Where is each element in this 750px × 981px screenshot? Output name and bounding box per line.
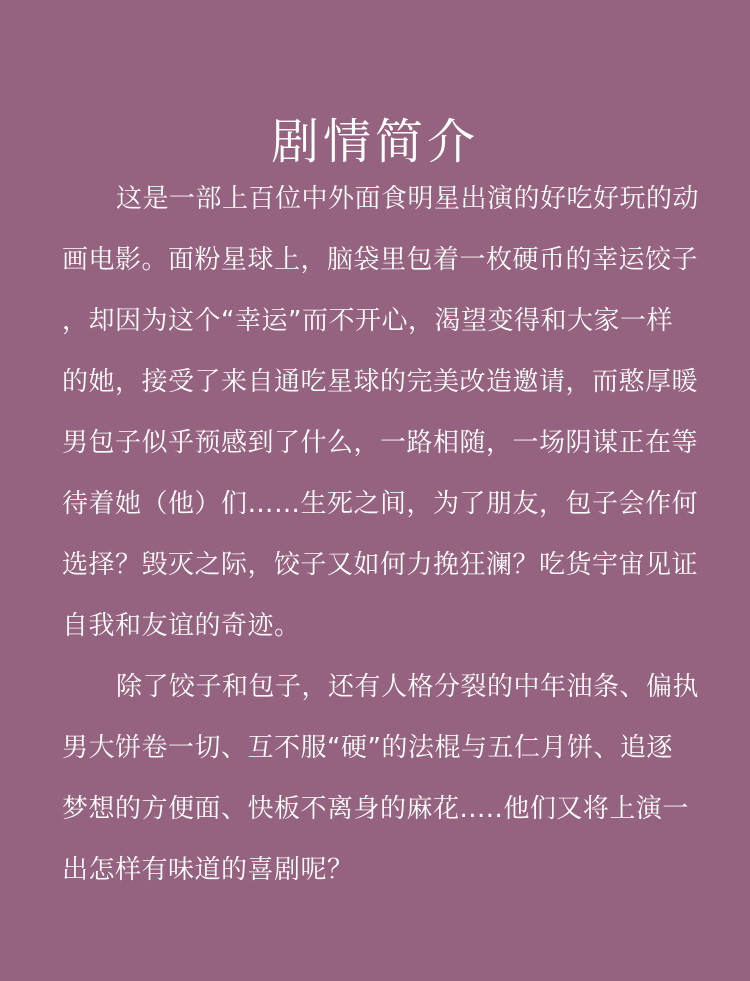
paragraph-1-line: 待着她（他）们……生死之间，为了朋友，包子会作何 bbox=[62, 489, 699, 519]
synopsis-body bbox=[62, 174, 700, 906]
paragraph-1-line: 的她，接受了来自通吃星球的完美改造邀请，而憨厚暖 bbox=[62, 367, 699, 397]
paragraph-1-line: 男包子似乎预感到了什么，一路相随，一场阴谋正在等 bbox=[62, 428, 699, 458]
paragraph-2-line: 出怎样有味道的喜剧呢？ bbox=[62, 855, 354, 885]
paragraph-2-line: 男大饼卷一切、互不服“硬”的法棍与五仁月饼、追逐 bbox=[62, 733, 673, 763]
paragraph-1-line: 自我和友谊的奇迹。 bbox=[62, 611, 301, 641]
paragraph-1-line: ，却因为这个“幸运”而不开心，渴望变得和大家一样 bbox=[62, 306, 673, 336]
paragraph-1-line: 这是一部上百位中外面食明星出演的好吃好玩的动 bbox=[116, 184, 700, 214]
paragraph-2-line: 除了饺子和包子，还有人格分裂的中年油条、偏执 bbox=[116, 672, 700, 702]
paragraph-1-line: 画电影。面粉星球上，脑袋里包着一枚硬币的幸运饺子 bbox=[62, 245, 699, 275]
paragraph-1-line: 选择？毁灭之际，饺子又如何力挽狂澜？吃货宇宙见证 bbox=[62, 550, 699, 580]
paragraph-2-line: 梦想的方便面、快板不离身的麻花.....他们又将上演一 bbox=[62, 794, 689, 824]
page-title: 剧情简介 bbox=[270, 114, 479, 171]
